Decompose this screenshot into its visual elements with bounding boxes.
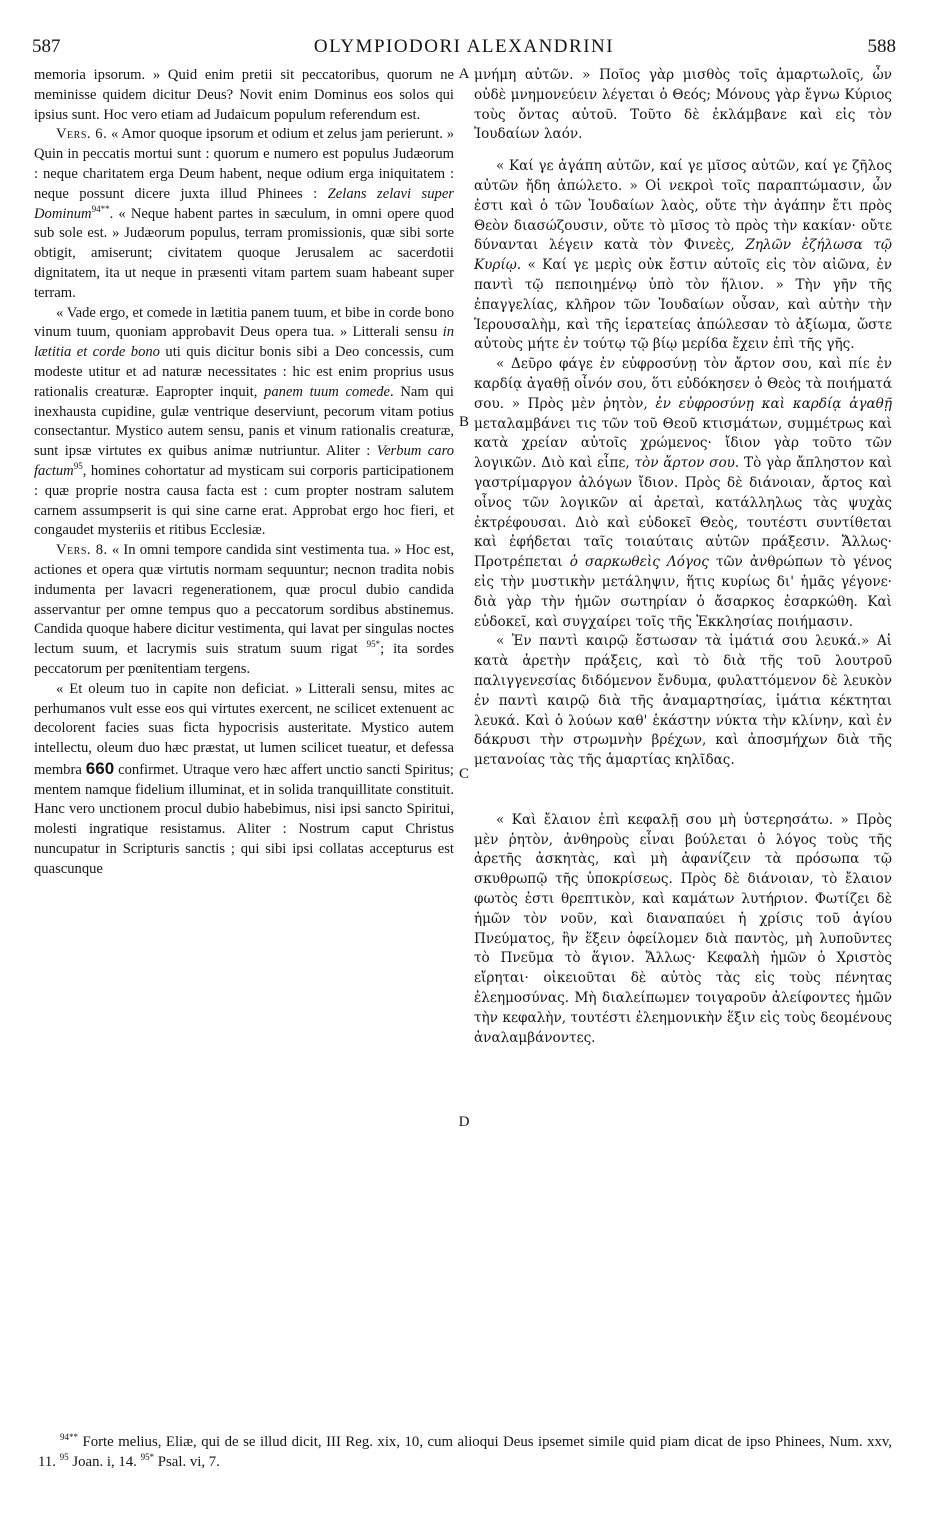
page-number-left: 587 [32, 36, 61, 57]
footnote-text: Joan. i, 14. [68, 1454, 141, 1470]
footnote-mark: 95* [140, 1452, 155, 1463]
footnotes [38, 1432, 892, 1472]
greek-paragraph: μνήμη αὐτῶν. » Ποῖος γὰρ μισθὸς τοῖς ἁμαρτωλοῖς, ὧν οὐδὲ μνημονεύειν λέγεται ὁ Θεός; Μόνους γὰρ ἔγνω Κύριος τοὺς ὄντας αὐτοῦ. Τοῦτο δὲ ἐκλάμβανε καὶ εἰς τὸν Ἰουδαίων λαόν. [474, 67, 892, 143]
footnote-ref: 94** [91, 203, 110, 214]
column-number: 660 [85, 758, 115, 778]
footnote-ref: 95 [73, 461, 83, 472]
running-header [32, 36, 896, 62]
verse-label: Vers. 6. [56, 126, 108, 143]
greek-paragraph: « Δεῦρο φάγε ἐν εὐφροσύνῃ τὸν ἄρτον σου, καὶ πίε ἐν καρδίᾳ ἀγαθῇ οἶνόν σου, ὅτι εὐδόκησεν ὁ Θεὸς τὰ ποιήματά σου. » Πρὸς μὲν ῥητὸν, ἐν εὐφροσύνῃ καὶ καρδίᾳ ἀγαθῇ μεταλαμβάνει τις τῶν τοῦ Θεοῦ κτισμάτων, συμμέτρως καὶ κατὰ χρείαν αὐτοῖς χρώμενος· ἴδιον γὰρ τοῦτο τῶν λογικῶν. Διὸ καὶ εἶπε, τὸν ἄρτον σου. Τὸ γὰρ ἄπληστον καὶ γαστρίμαργον ἀλόγων ἴδιον. Πρὸς δὲ διάνοιαν, ἄρτος καὶ οἶνος τῶν λογικῶν αἱ ἀρεταὶ, κατάλληλως τὰς ψυχὰς ἐκτρέφουσαι. Διὸ καὶ εὐδοκεῖ Θεὸς, τουτέστι συντίθεται καὶ ἐφήδεται ταῖς τοιαύταις αὐτῶν πράξεσιν. Ἄλλως· Προτρέπεται ὁ σαρκωθεὶς Λόγος τῶν ἀνθρώπων τὸ γένος εἰς τὴν μυστικὴν μετάληψιν, ἥτις κυρίως δι' ἡμᾶς γέγονε· διὰ γὰρ τὴν ἡμῶν σωτηρίαν ὁ ἄσαρκος ἐσαρκώθη. Καὶ εὐδοκεῖ, καὶ συγχαίρει τοῖς τῆς Ἐκκλησίας ποιήμασιν. [474, 356, 893, 630]
greek-paragraph: « Ἐν παντὶ καιρῷ ἔστωσαν τὰ ἱμάτιά σου λευκά.» Αἱ κατὰ ἀρετὴν πράξεις, καὶ τὸ διὰ τῆς τοῦ λουτροῦ παλιγγενεσίας διδόμενον ἔνδυμα, φυλαττόμενον δὲ λευκὸν ἐν παντὶ καιρῷ διὰ τῆς ἀναμαρτησίας, ἱμάτια κέκτηται λευκά. Καὶ ὁ λούων καθ' ἑκάστην νύκτα τὴν κλίνην, καὶ ἐν δάκρυσι τὴν στρωμνὴν βρέχων, καὶ ἀποσμήχων διὰ τῆς μετανοίας τὰς τῆς ἁμαρτίας κηλῖδας. [474, 633, 892, 769]
verse-label: Vers. 8. [56, 542, 108, 559]
page-number-right: 588 [867, 36, 896, 57]
footnote-text: Forte melius, Eliæ, qui de se illud dicit, III Reg. xix, 10, cum alioqui Deus ipsemet simile quid piam dicat de ipso Phinees, Num. xxv, 11. [38, 1434, 892, 1470]
section-marker-d: D [458, 1114, 470, 1130]
latin-paragraph: « Et oleum tuo in capite non deficiat. » Litterali sensu, mites ac perhumanos vult esse eos qui virtutes exercent, ne scilicet extenuent ac decolorent facies suas ficta hypocrisis austeritate. Mystico autem intellectu, oleum duo hæc præstat, ut lumen scilicet tueatur, et defessa membra 660 confirmet. Utraque vero hæc affert unctio sancti Spiritus; mentem namque fidelium illuminat, et in solida tranquillitate constituit. Hanc vero unctionem procul dubio habebimus, nisi ipsi sancto Spiritui, molesti ingratique resistamus. Aliter : Nostrum caput Christus nuncupatur in Scripturis sanctis ; qui sibi ipsi collatas accepturus est quascunque [34, 680, 454, 877]
section-marker-a: A [458, 66, 470, 82]
footnote-mark: 95 [59, 1452, 69, 1463]
footnote-ref: 95* [366, 639, 381, 650]
footnote-text: Psal. vi, 7. [154, 1454, 220, 1470]
latin-paragraph: memoria ipsorum. » Quid enim pretii sit peccatoribus, quorum ne meminisse quidem dicitur Deus? Novit enim Dominus eos solos qui ipsius sunt. Hoc vero etiam ad Judaicum populum referendum est. [34, 67, 454, 123]
greek-paragraph: « Καὶ ἔλαιον ἐπὶ κεφαλῇ σου μὴ ὑστερησάτω. » Πρὸς μὲν ῥητὸν, ἀνθηροὺς εἶναι βούλεται ὁ λόγος τοὺς τῆς ἀρετῆς ἀσκητὰς, καὶ μὴ ἀφανίζειν τὰ πρόσωπα τῷ σκυθρωπῷ τῆς ὑποκρίσεως. Πρὸς δὲ διάνοιαν, τὸ ἔλαιον φωτὸς ἐστι θρεπτικὸν, καὶ καμάτων λυτήριον. Φωτίζει δὲ ἡμῶν τὸν νοῦν, καὶ διαναπαύει ἡ χρίσις τοῦ ἁγίου Πνεύματος, ἣν ἕξειν ὀφείλομεν διὰ παντὸς, μὴ λυποῦντες τὸ Πνεῦμα τὸ ἅγιον. Ἄλλως· Κεφαλὴ ἡμῶν ὁ Χριστὸς εἴρηται· οἰκειοῦται δὲ αὐτὸς τὰς εἰς τοὺς πένητας ἐλεημοσύνας. Μὴ διαλείπωμεν τοιγαροῦν ἀλείφοντες ἡμῶν τὴν κεφαλὴν, τουτέστι ἐλεημονικὴν ἕξιν εἰς τοὺς δεομένους ἀναλαμβάνοντες. [474, 811, 892, 1046]
latin-paragraph: Vers. 6. « Amor quoque ipsorum et odium et zelus jam perierunt. » Quin in peccatis mortui sunt : quorum e numero est populus Judæorum : neque charitatem erga Deum habent, neque odium erga iniquitatem : neque possunt dicere juxta illud Phinees : Zelans zelavi super Dominum$^{94**}$. « Neque habent partes in sæculum, in omni opere quod sub sole est. » Judæorum populus, terram promissionis, quæ sibi sorte obtigit, amiserunt; civitatem quoque Jerusalem ac sacerdotii dignitatem, ita ut neque in præsenti vitam partem suam habeant super terram. [34, 126, 455, 301]
running-title: OLYMPIODORI ALEXANDRINI [313, 36, 615, 57]
latin-paragraph: « Vade ergo, et comede in lætitia panem tuum, et bibe in corde bono vinum tuum, quoniam approbavit Deus opera tua. » Litterali sensu in lætitia et corde bono uti quis dicitur bonis sibi a Deo concessis, cum modeste utitur et ad naturæ necessitates : hic est enim proprius usus rationalis creaturæ. Eapropter inquit, panem tuum comede. Nam qui inexhausta cupidine, gulæ ventrique deserviunt, pecorum vitam potius consectantur. Mystico autem sensu, panis et vinum rationalis creaturæ, sunt ipsæ virtutes ex quibus animæ nutriuntur. Aliter : Verbum caro factum$^{95}$, homines cohortatur ad mysticam sui corporis participationem : quæ proprie nostra causa facta est : cum propter nostram salutem carnem assumpserit is qui sine carne erat. Approbat ergo hoc fieri, et congaudet mysteriis et ritibus Ecclesiæ. [34, 304, 455, 539]
section-marker-b: B [458, 414, 469, 430]
greek-column [474, 66, 892, 1048]
latin-paragraph: Vers. 8. « In omni tempore candida sint vestimenta tua. » Hoc est, actiones et opera quæ virtutis normam sequuntur; necnon tradita nobis indumenta per lavacri regenerationem, quæ procul dubio candida asservantur per omne tempus quo a peccatorum sordibus abstinemus. Candida quoque habere dicitur vestimenta, qui lavat per singulas noctes lectum suum, et lacrymis suis stratum suum rigat $^{95*}$; ita sordes peccatorum per pœnitentiam tergens. [34, 542, 454, 677]
footnote-mark: 94** [60, 1432, 78, 1443]
section-marker-c: C [458, 766, 469, 782]
greek-paragraph: « Καί γε ἀγάπη αὐτῶν, καί γε μῖσος αὐτῶν, καί γε ζῆλος αὐτῶν ἤδη ἀπώλετο. » Οἱ νεκροὶ τοῖς παραπτώμασιν, ὧν ἐστι καὶ ὁ τῶν Ἰουδαίων λαὸς, οὔτε τὴν ἀγάπην ἔτι πρὸς Θεὸν διασώζουσιν, οὔτε τὸ μῖσος τὸ πρὸς τὴν κακίαν· οὔτε δύνανται λέγειν κατὰ τὸν Φινεὲς, Ζηλῶν ἐζήλωσα τῷ Κυρίῳ. « Καί γε μερὶς οὐκ ἔστιν αὐτοῖς εἰς τὸν αἰῶνα, ἐν παντὶ τῷ πεποιημένῳ ὑπὸ τὸν ἥλιον. » Τὴν γῆν τῆς ἐπαγγελίας, κλῆρον τῶν Ἰουδαίων οὖσαν, καὶ αὐτὴν τὴν Ἱερουσαλὴμ, καὶ τῆς ἱερατείας ἀπώλεσαν τὸ ἀξίωμα, ὥστε αὐτοὺς μήτε ἐν τούτῳ τῷ βίῳ μερίδα ἔχειν ἐπὶ τῆς γῆς. [474, 158, 892, 353]
latin-column [34, 66, 454, 880]
